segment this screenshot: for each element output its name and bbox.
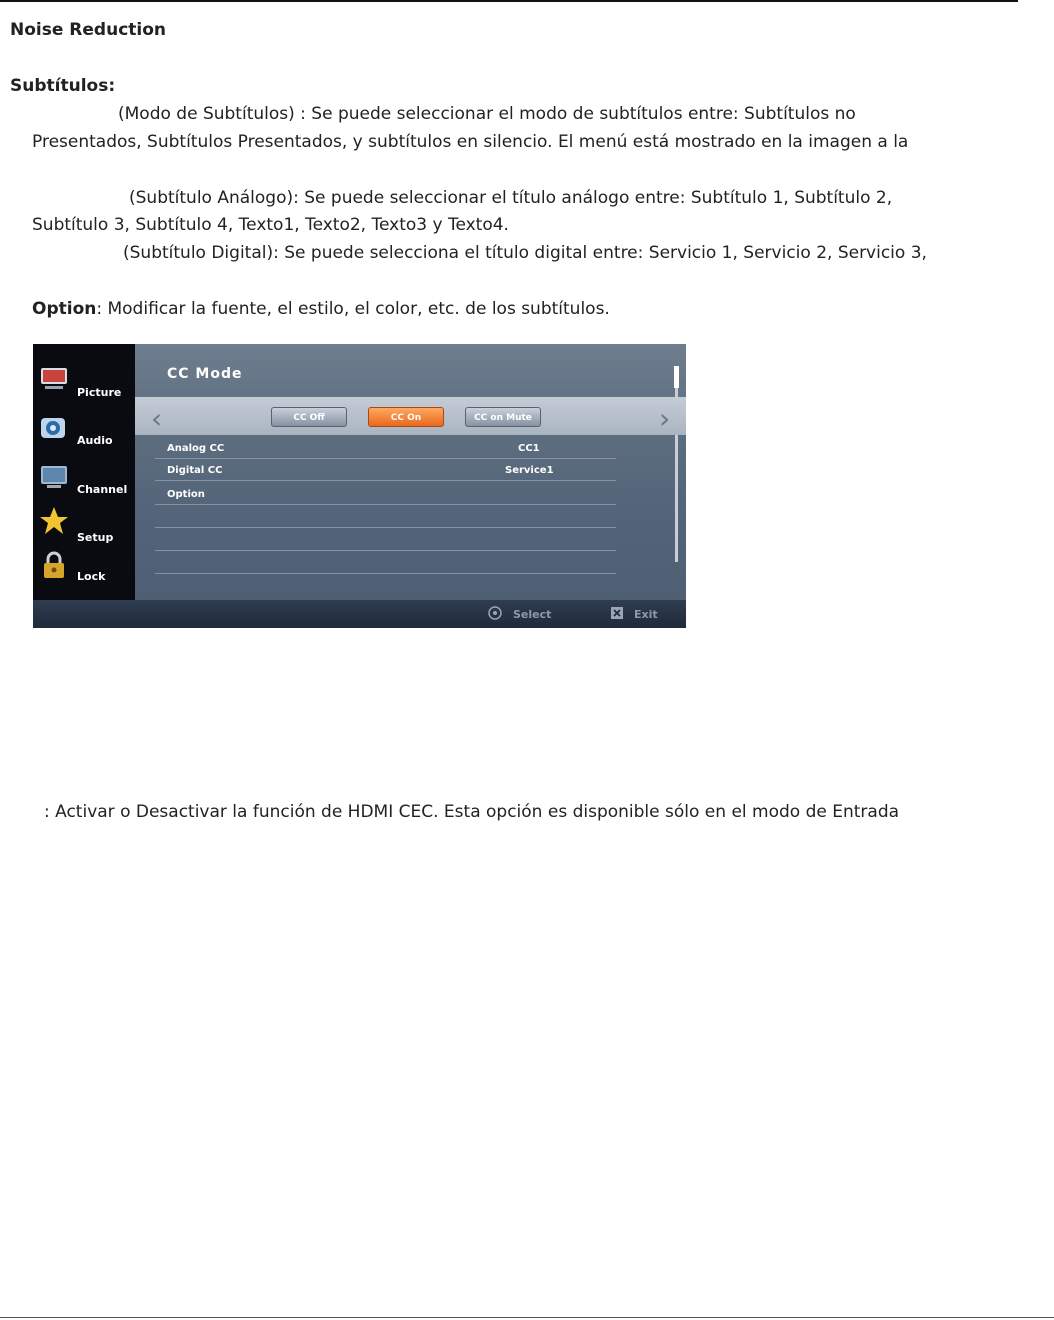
bottom-rule [0,1317,1054,1318]
option-term: Option [32,299,97,319]
scrollbar-thumb[interactable] [674,366,679,388]
option-description: : Modificar la fuente, el estilo, el color, etc. de los subtítulos. [96,299,610,319]
cc-on-button[interactable]: CC On [368,407,444,427]
tv-menu-screenshot [33,344,686,628]
sidebar-item-picture[interactable] [33,364,135,404]
top-rule [0,0,1018,2]
row-divider [155,504,616,505]
lock-icon [39,550,69,580]
option-row-label[interactable]: Option [167,489,205,500]
select-label: Select [513,608,552,621]
sidebar-item-setup[interactable] [33,506,135,546]
tv-sidebar [33,344,135,600]
sidebar-label-lock: Lock [77,570,106,583]
sidebar-item-lock[interactable] [33,550,135,590]
sidebar-label-audio: Audio [77,434,113,447]
scrollbar-track[interactable] [675,366,678,562]
sidebar-label-setup: Setup [77,531,114,544]
hdmi-cec-paragraph: : Activar o Desactivar la función de HDMI CEC. Esta opción es disponible sólo en el modo de Entrada [44,802,900,822]
exit-icon [610,606,624,620]
right-arrow-icon[interactable]: › [659,402,671,435]
row-divider [155,480,616,481]
row-divider [155,458,616,459]
tv-bottom-bar [33,600,686,628]
cc-mode-title: CC Mode [167,366,243,382]
sidebar-label-channel: Channel [77,483,128,496]
noise-reduction-heading: Noise Reduction [10,20,167,40]
audio-icon [39,414,69,444]
digital-cc-label[interactable]: Digital CC [167,465,223,476]
sidebar-label-picture: Picture [77,386,122,399]
analog-paragraph-line-2: Subtítulo 3, Subtítulo 4, Texto1, Texto2, Texto3 y Texto4. [32,215,509,235]
cc-off-button[interactable]: CC Off [271,407,347,427]
subtitles-heading: Subtítulos: [10,76,116,96]
sidebar-item-channel[interactable] [33,462,135,502]
picture-icon [39,364,69,394]
row-divider [155,550,616,551]
sidebar-item-audio[interactable] [33,414,135,454]
select-dial-icon [488,606,502,620]
analog-cc-label[interactable]: Analog CC [167,443,225,454]
digital-paragraph-line-1: (Subtítulo Digital): Se puede selecciona el título digital entre: Servicio 1, Servicio 2, Servicio 3, [123,243,927,263]
cc-on-mute-button[interactable]: CC on Mute [465,407,541,427]
analog-paragraph-line-1: (Subtítulo Análogo): Se puede seleccionar el título análogo entre: Subtítulo 1, Subtítulo 2, [129,188,893,208]
digital-cc-value: Service1 [505,465,554,476]
cc-mode-paragraph-line-1: (Modo de Subtítulos) : Se puede seleccionar el modo de subtítulos entre: Subtítulos no [118,104,856,124]
setup-star-icon [39,506,69,536]
row-divider [155,573,616,574]
channel-icon [39,462,69,492]
row-divider [155,527,616,528]
analog-cc-value: CC1 [518,443,540,454]
left-arrow-icon[interactable]: ‹ [151,402,163,435]
cc-mode-paragraph-line-2: Presentados, Subtítulos Presentados, y subtítulos en silencio. El menú está mostrado en la imagen a la [32,132,909,152]
exit-label: Exit [634,608,658,621]
option-paragraph [32,298,610,320]
